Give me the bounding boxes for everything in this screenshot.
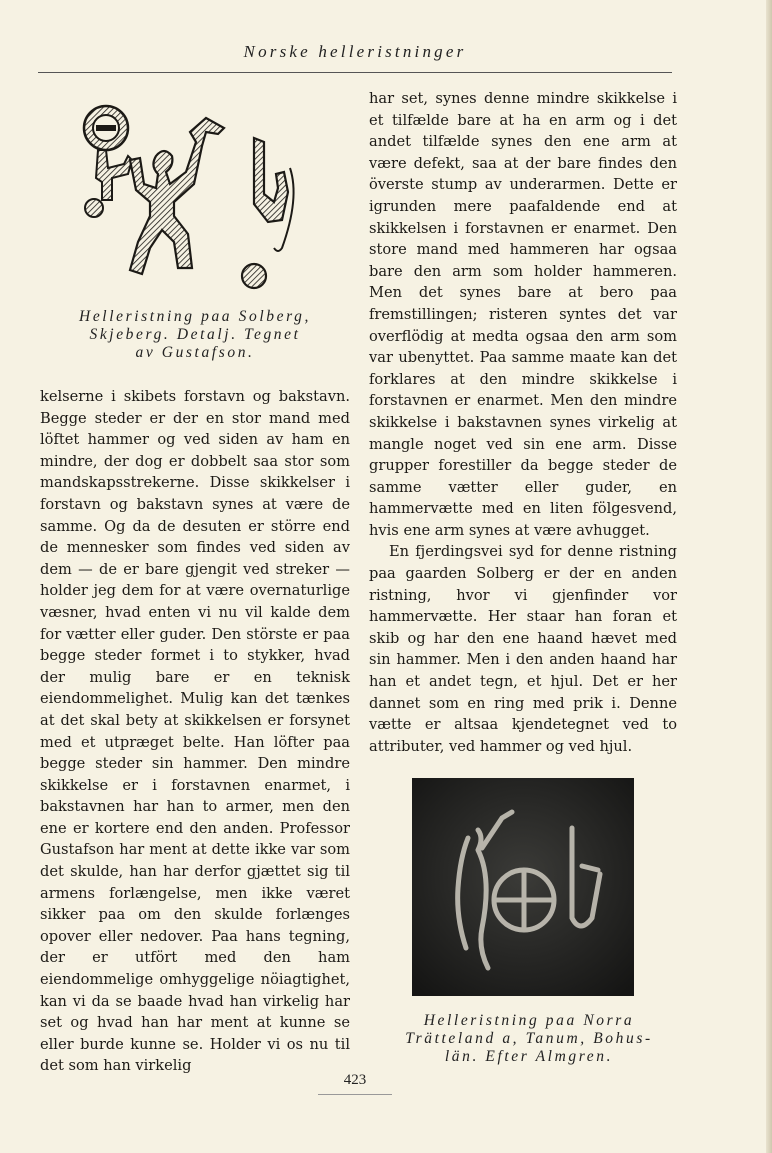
ship-stem xyxy=(254,138,288,222)
rock-carving-drawing-solberg xyxy=(78,98,314,298)
header-rule xyxy=(38,72,672,73)
figure-caption xyxy=(378,1012,680,1066)
hammer-figure xyxy=(130,118,224,274)
text-column-right xyxy=(369,88,677,757)
paragraph: En fjerdingsvei syd for denne ristning paa gaarden Solberg er der en anden ristning, hvor vi gjenfinder vor hammervætte. Her staar han foran et skib og har den ene haand hævet med sin hammer. Men i den anden haand har han et andet tegn, et hjul. Det er her dannet som en ring med prik i. Denne vætte er altsaa kjendetegnet ved to attributer, ved hammer og ved hjul. xyxy=(369,543,677,755)
dot-symbol xyxy=(242,264,266,288)
caption-line: Skjeberg. Detalj. Tegnet xyxy=(89,326,301,343)
page-edge xyxy=(766,0,772,1153)
caption-line: av Gustafson. xyxy=(135,344,255,361)
paragraph: kelserne i skibets forstavn og bakstavn. Begge steder er der en stor mand med löftet hammer og ved siden av ham en mindre, der dog er dobbelt saa stor som mandskapsstrekerne. Disse skikkelser i forstavn og bakstavn synes at være de samme. Og da de desuten er större end de mennesker som findes ved siden av dem — de er bare gjengit ved streker — holder jeg dem for at være overnaturlige væsner, hvad enten vi nu vil kalde dem for vætter eller guder. Den störste er paa begge steder formet i to stykker, hvad der mulig bare er en teknisk eiendommelighet. Mulig kan det tænkes at det skal bety at skikkelsen er forsynet med et utpræget belte. Han löfter paa begge steder sin hammer. Den mindre skikkelse er i forstavnen enarmet, i bakstavnen har han to armer, men den ene er kortere end den anden. Professor Gustafson har ment at dette ikke var som det skulde, han har derfor gjættet sig til armens forlængelse, men ikke været sikker paa om den skulde forlænges opover eller nedover. Paa hans tegning, der er utfört med den ham eiendommelige omhyggelige nöiagtighet, kan vi da se baade hvad han virkelig har set og hvad han har ment at kunne se eller burde kunne se. Holder vi os nu til det som han virkelig xyxy=(40,388,350,1075)
page-number: 423 xyxy=(343,1072,367,1088)
running-title: Norske helleristninger xyxy=(243,42,467,61)
figure-caption xyxy=(40,308,350,362)
text-column-left xyxy=(40,386,350,1077)
caption-line: Trätteland a, Tanum, Bohus- xyxy=(405,1030,653,1047)
ring-symbol xyxy=(84,106,128,150)
rock-carving-photo-tanum xyxy=(412,778,634,996)
footer-rule xyxy=(318,1094,392,1095)
small-figure xyxy=(96,150,132,200)
paragraph: har set, synes denne mindre skikkelse i et tilfælde bare at ha en arm og i det andet tilfælde synes den ene arm at være defekt, saa at der bare findes den överste stump av underarmen. Dette er igrunden mere paafaldende end at skikkelsen i forstavnen er enarmet. Den store mand med hammeren har ogsaa bare den arm som holder hammeren. Men det synes bare at bero paa fremstillingen; risteren syntes det var overflödig at medta ogsaa den arm som var ubenyttet. Paa samme maate kan det forklares at den mindre skikkelse i forstavnen er enarmet. Men den mindre skikkelse i bakstavnen synes virkelig at mangle noget ved sin ene arm. Disse grupper forestiller da begge steder de samme vætter eller guder, en hammervætte med en liten fölgesvend, hvis ene arm synes at være avhugget. xyxy=(369,90,677,539)
caption-line: län. Efter Almgren. xyxy=(444,1048,614,1065)
caption-line: Helleristning paa Solberg, xyxy=(79,308,311,325)
dot-symbol xyxy=(85,199,103,217)
caption-line: Helleristning paa Norra xyxy=(423,1012,635,1029)
